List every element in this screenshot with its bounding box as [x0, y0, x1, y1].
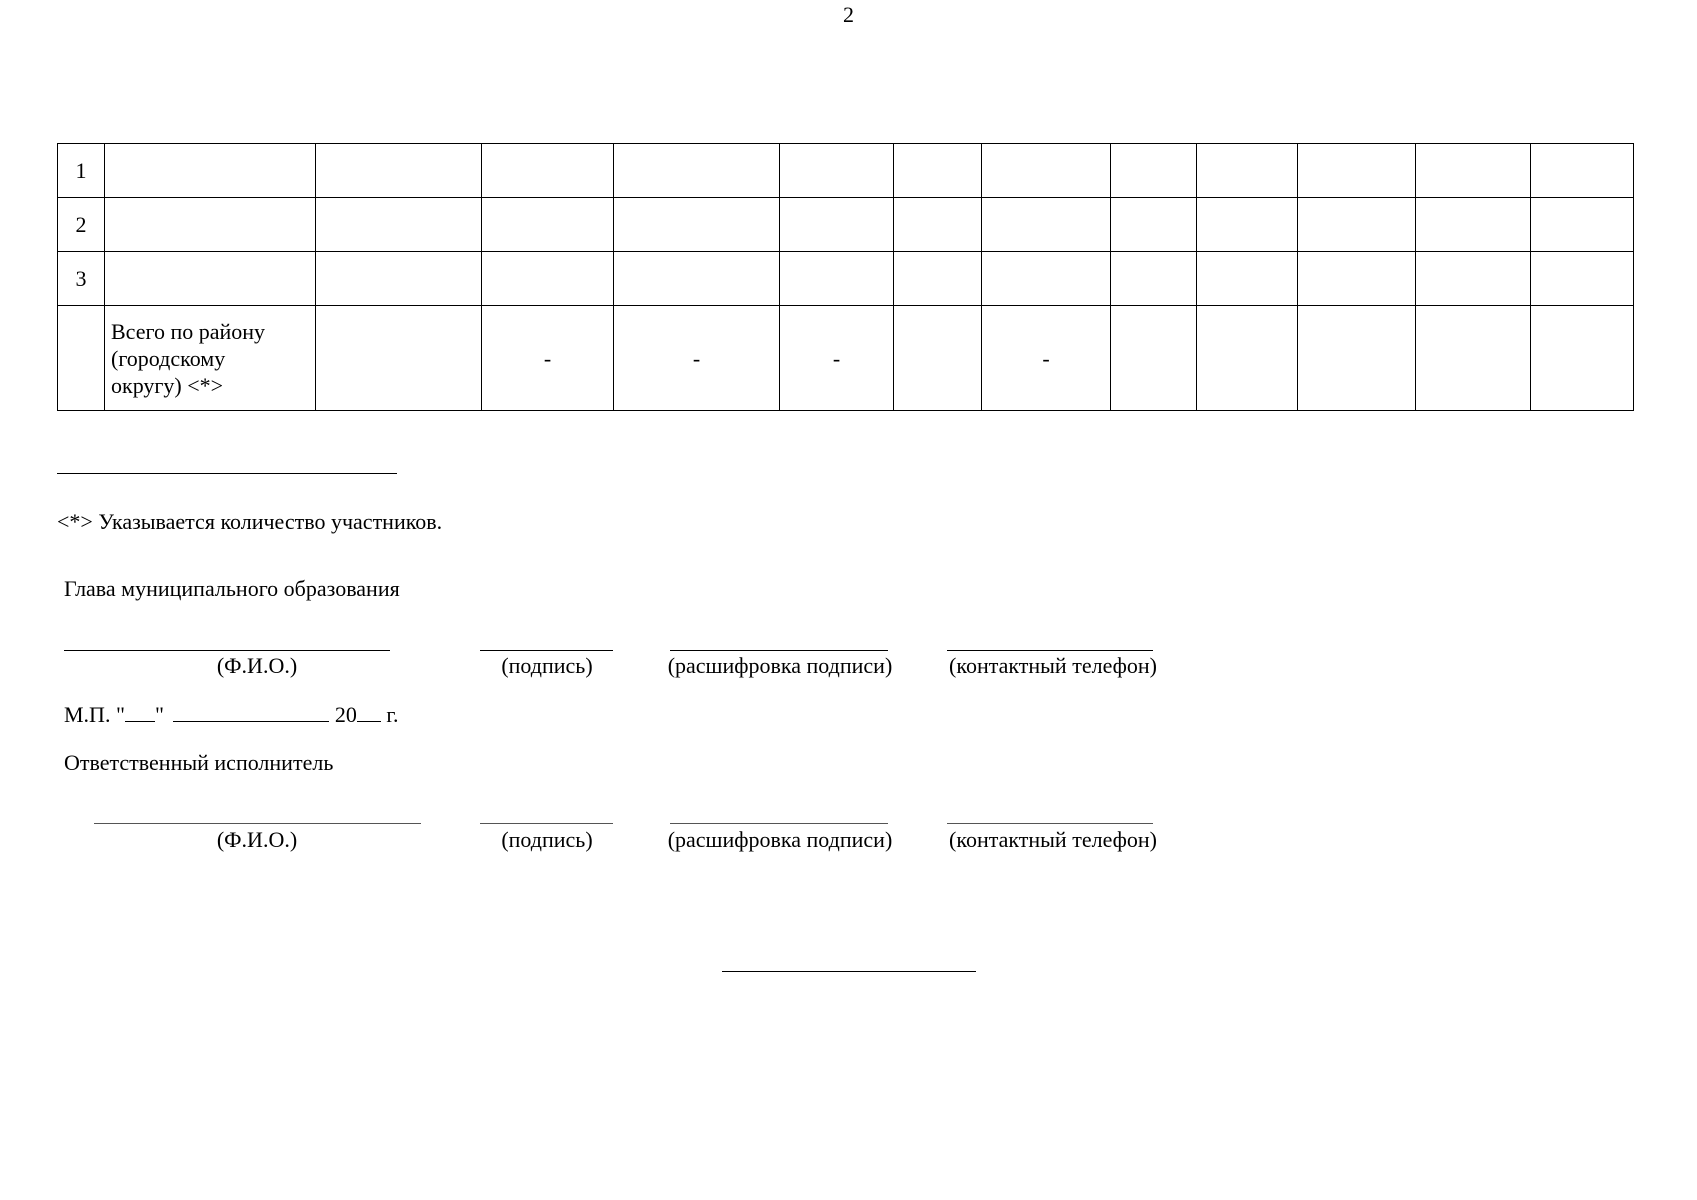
total-cell [1298, 306, 1416, 411]
table-cell [1531, 144, 1634, 198]
head-phone-line [947, 650, 1153, 651]
executor-signature-line [480, 823, 613, 824]
table-cell [1416, 198, 1531, 252]
total-label-line: округу) <*> [111, 372, 224, 398]
stamp-prefix: М.П. " [64, 702, 125, 727]
table-cell [780, 144, 894, 198]
end-divider [722, 971, 976, 972]
table-cell [1531, 198, 1634, 252]
executor-decoding-caption: (расшифровка подписи) [667, 827, 893, 852]
table-cell [1298, 252, 1416, 306]
executor-decoding-line [670, 823, 888, 824]
total-cell [1416, 306, 1531, 411]
executor-phone-caption: (контактный телефон) [949, 827, 1157, 852]
table-cell [894, 252, 982, 306]
table-cell [614, 144, 780, 198]
stamp-quote: " [154, 702, 164, 727]
row-label [105, 252, 316, 306]
total-cell: - [614, 306, 780, 411]
total-label-line: Всего по району [111, 318, 266, 344]
total-label [105, 306, 316, 411]
table-cell [982, 144, 1111, 198]
table-cell [1416, 252, 1531, 306]
table-row [58, 198, 1634, 252]
day-blank [125, 701, 155, 722]
head-title: Глава муниципального образования [64, 576, 400, 601]
total-cell [316, 306, 482, 411]
total-cell [894, 306, 982, 411]
row-number: 1 [58, 144, 105, 198]
table-cell [780, 198, 894, 252]
table-cell [780, 252, 894, 306]
year-prefix: 20 [334, 702, 357, 727]
table-cell [482, 144, 614, 198]
executor-fio-caption: (Ф.И.О.) [216, 827, 298, 852]
table-cell [894, 198, 982, 252]
table-cell [316, 198, 482, 252]
table-cell [482, 198, 614, 252]
table-cell [1298, 198, 1416, 252]
page-number: 2 [843, 2, 854, 27]
table-cell [1111, 144, 1197, 198]
table-row [58, 252, 1634, 306]
table-cell [482, 252, 614, 306]
data-table [57, 143, 1634, 411]
row-label [105, 198, 316, 252]
year-blank [357, 701, 381, 722]
month-blank [173, 701, 329, 722]
table-cell [982, 252, 1111, 306]
executor-signature-caption: (подпись) [501, 827, 593, 852]
head-decoding-line [670, 650, 888, 651]
head-fio-caption: (Ф.И.О.) [216, 653, 298, 678]
footnote-divider [57, 473, 397, 474]
table-cell [894, 144, 982, 198]
table-cell [1111, 252, 1197, 306]
total-cell [1111, 306, 1197, 411]
table-cell [614, 198, 780, 252]
row-number: 2 [58, 198, 105, 252]
row-label [105, 144, 316, 198]
table-cell [316, 144, 482, 198]
total-cell: - [982, 306, 1111, 411]
table-cell [1531, 252, 1634, 306]
stamp-suffix: г. [380, 702, 399, 727]
executor-title: Ответственный исполнитель [64, 750, 334, 775]
table-cell [1416, 144, 1531, 198]
footnote: <*> Указывается количество участников. [57, 509, 443, 534]
table-cell [1197, 144, 1298, 198]
table-row [58, 144, 1634, 198]
executor-fio-line [94, 823, 421, 824]
executor-phone-line [947, 823, 1153, 824]
table-cell [316, 252, 482, 306]
table-cell [982, 198, 1111, 252]
total-cell [1197, 306, 1298, 411]
head-phone-caption: (контактный телефон) [949, 653, 1157, 678]
table-cell [1197, 198, 1298, 252]
table-cell [1111, 198, 1197, 252]
head-signature-caption: (подпись) [501, 653, 593, 678]
total-row-number [58, 306, 105, 411]
total-cell: - [780, 306, 894, 411]
table-cell [1298, 144, 1416, 198]
head-signature-line [480, 650, 613, 651]
row-number: 3 [58, 252, 105, 306]
table-cell [1197, 252, 1298, 306]
head-decoding-caption: (расшифровка подписи) [667, 653, 893, 678]
total-label-line: (городскому [111, 345, 226, 371]
stamp-date-line [64, 701, 398, 729]
head-fio-line [64, 650, 390, 651]
total-row [58, 306, 1634, 411]
total-cell: - [482, 306, 614, 411]
table-cell [614, 252, 780, 306]
total-cell [1531, 306, 1634, 411]
